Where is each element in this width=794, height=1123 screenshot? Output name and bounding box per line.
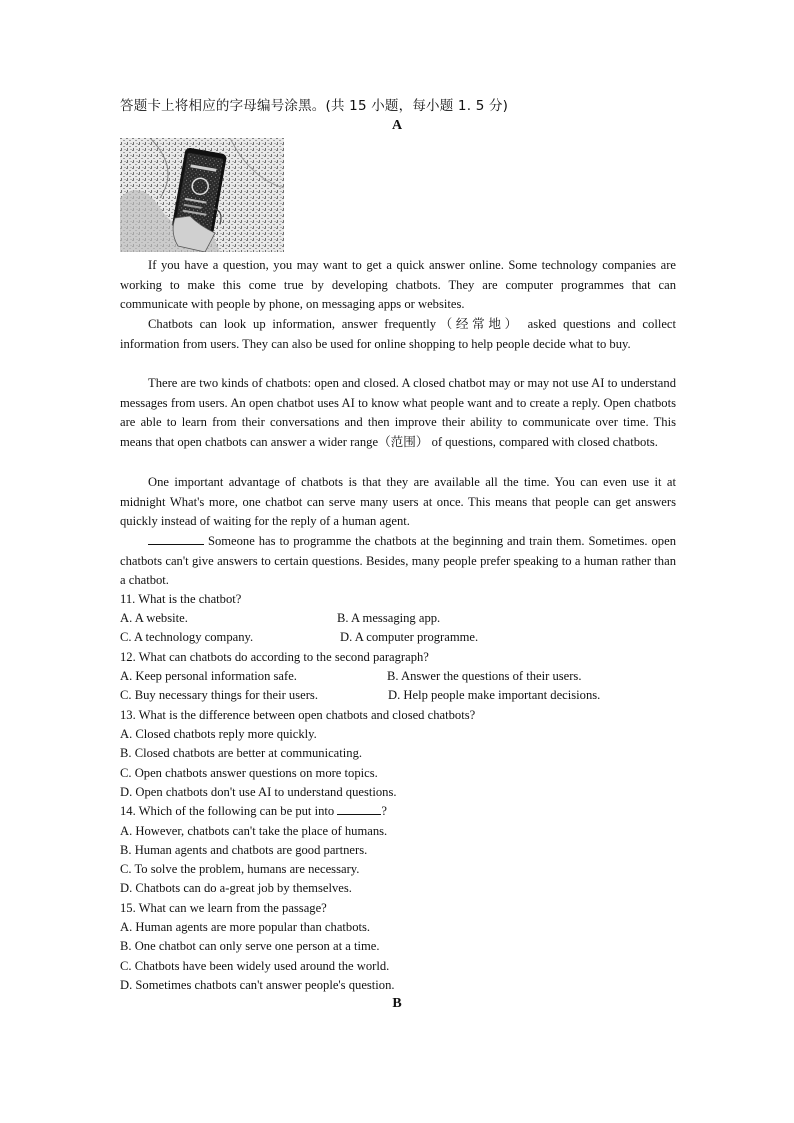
question-14-stem (120, 802, 387, 822)
question-14-option-a[interactable]: A. However, chatbots can't take the place of humans. (120, 824, 388, 838)
question-11-option-c[interactable]: C. A technology company. (120, 630, 254, 644)
question-12-option-a[interactable]: A. Keep personal information safe. (120, 669, 297, 683)
paragraph-4: One important advantage of chatbots is that they are available all the time. You can even use it at midnight What's more, one chatbot can serve many users at once. This means that people can get answers quickly instead of waiting for the reply of a human agent. (120, 475, 676, 528)
question-11-option-d[interactable]: D. A computer programme. (340, 630, 479, 644)
section-a-heading: A (391, 118, 403, 133)
question-14-option-b[interactable]: B. Human agents and chatbots are good partners. (120, 843, 368, 857)
question-14-option-d[interactable]: D. Chatbots can do a-great job by themselves. (120, 881, 352, 895)
question-14-stem-text: 14. Which of the following can be put into (120, 804, 335, 818)
paragraph-2: Chatbots can look up information, answer frequently（经常地） asked questions and collect information from users. They can also be used for online shopping to help people decide what to buy. (120, 317, 676, 351)
question-11-option-a[interactable]: A. A website. (120, 611, 188, 625)
question-13-option-a[interactable]: A. Closed chatbots reply more quickly. (120, 727, 317, 741)
question-15-option-d[interactable]: D. Sometimes chatbots can't answer people's question. (120, 978, 395, 992)
instruction-text: 答题卡上将相应的字母编号涂黑。(共 15 小题，每小题 1. 5 分) (120, 98, 509, 114)
question-13-stem: 13. What is the difference between open chatbots and closed chatbots? (120, 708, 476, 722)
paragraph-3: There are two kinds of chatbots: open and closed. A closed chatbot may or may not use AI to understand messages from users. An open chatbot uses AI to know what people want and to create a reply. Open chatbots are able to learn from their conversations and then improve their ability to communicate over time. This means that open chatbots can answer a wider range（范围） of questions, compared with closed chatbots. (120, 376, 676, 449)
question-13-option-c[interactable]: C. Open chatbots answer questions on more topics. (120, 766, 378, 780)
question-mark: ? (381, 804, 387, 818)
question-12-option-c[interactable]: C. Buy necessary things for their users. (120, 688, 318, 702)
paragraph-5 (120, 532, 676, 591)
question-11-option-b[interactable]: B. A messaging app. (337, 611, 441, 625)
question-13-option-d[interactable]: D. Open chatbots don't use AI to understand questions. (120, 785, 397, 799)
question-15-option-a[interactable]: A. Human agents are more popular than chatbots. (120, 920, 371, 934)
question-13-option-b[interactable]: B. Closed chatbots are better at communicating. (120, 746, 363, 760)
question-12-stem: 12. What can chatbots do according to the second paragraph? (120, 650, 429, 664)
chatbot-phone-photo (120, 138, 284, 252)
question-15-stem: 15. What can we learn from the passage? (120, 901, 327, 915)
question-12-option-d[interactable]: D. Help people make important decisions. (388, 688, 601, 702)
question-11-stem: 11. What is the chatbot? (120, 592, 242, 606)
question-14-option-c[interactable]: C. To solve the problem, humans are necessary. (120, 862, 360, 876)
question-12-option-b[interactable]: B. Answer the questions of their users. (387, 669, 582, 683)
paragraph-1: If you have a question, you may want to get a quick answer online. Some technology companies are working to make this come true by developing chatbots. They are computer programmes that can communicate with people by phone, on messaging apps or websites. (120, 258, 676, 311)
answer-blank (337, 802, 381, 815)
section-b-heading: B (392, 996, 402, 1011)
question-15-option-b[interactable]: B. One chatbot can only serve one person at a time. (120, 939, 380, 953)
paragraph-5-text: Someone has to programme the chatbots at the beginning and train them. Sometimes. open chatbots can't give answers to certain questions. Besides, many people prefer speaking to a human rather than a chatbot. (120, 534, 676, 587)
question-15-option-c[interactable]: C. Chatbots have been widely used around the world. (120, 959, 390, 973)
answer-blank (148, 532, 204, 545)
